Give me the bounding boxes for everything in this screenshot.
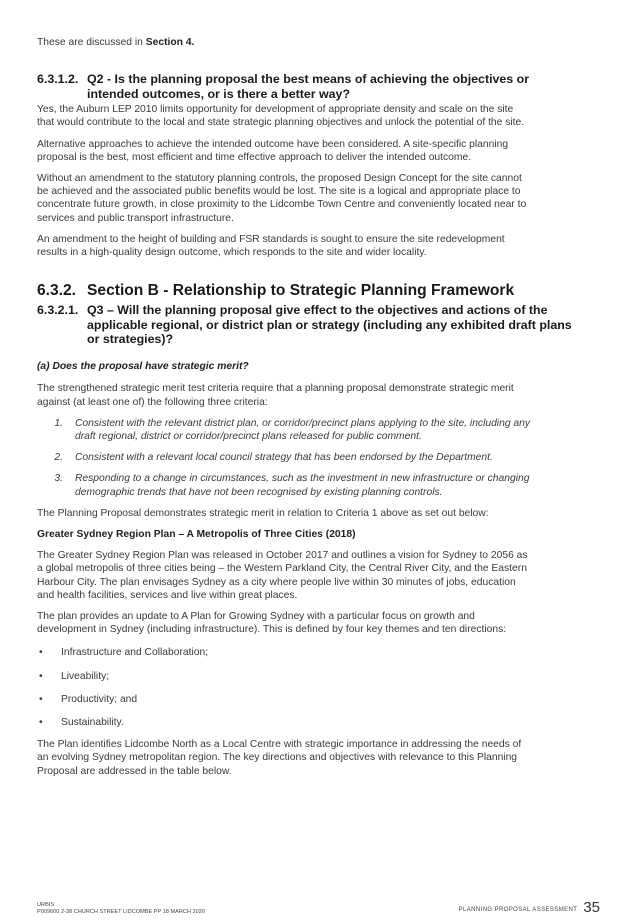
list-item: • Sustainability. — [39, 716, 124, 728]
region-plan-heading: Greater Sydney Region Plan – A Metropolis of Three Cities (2018) — [37, 528, 356, 540]
footer-reference: P009600 2-38 CHURCH STREET LIDCOMBE PP 18 MARCH 2020 — [37, 909, 205, 915]
section-b-heading: 6.3.2. Section B - Relationship to Strategic Planning Framework — [37, 282, 515, 300]
document-page — [37, 36, 600, 778]
list-item: • Productivity; and — [39, 693, 138, 705]
q3-heading: 6.3.2.1. Q3 – Will the planning proposal give effect to the objectives and actions of the applicable regional, or district plan or strategy (including any exhibited draft plans or strategies)? — [37, 303, 572, 346]
strategic-merit-subheading: (a) Does the proposal have strategic merit? — [37, 361, 249, 373]
q2-heading: 6.3.1.2. Q2 - Is the planning proposal the best means of achieving the objectives or intended outcomes, or is there a better way? — [37, 72, 530, 101]
paragraph: An amendment to the height of building and FSR standards is sought to ensure the site redevelopment results in a high-quality design outcome, which responds to the site and wider locality. — [37, 233, 505, 259]
footer-right — [459, 900, 600, 915]
list-item: 3. Responding to a change in circumstances, such as the investment in new infrastructure or changing demographic trends that have not been recognised by existing planning controls. — [54, 473, 530, 498]
list-item: 1. Consistent with the relevant district plan, or corridor/precinct plans applying to the site, including any draft regional, district or corridor/precinct plans released for public comment. — [54, 417, 531, 442]
paragraph: Yes, the Auburn LEP 2010 limits opportunity for development of appropriate density and scale on the site that would contribute to the local and state strategic planning objectives and unlock the potential of the site. — [37, 104, 525, 129]
criteria-list — [37, 417, 600, 499]
list-item: 2. Consistent with a relevant local council strategy that has been endorsed by the Department. — [54, 452, 493, 464]
page-footer — [37, 899, 600, 916]
q2-body — [37, 103, 600, 259]
page-number: 35 — [583, 899, 600, 916]
paragraph: Alternative approaches to achieve the intended outcome have been considered. A site-specific planning proposal is the best, most efficient and time effective approach to deliver the intended outcome. — [37, 138, 509, 163]
footer-label: PLANNING PROPOSAL ASSESSMENT — [458, 907, 578, 913]
paragraph: The Plan identifies Lidcombe North as a Local Centre with strategic importance in addressing the needs of an evolving Sydney metropolitan region. The key directions and objectives with relevance to this Planning Proposal are addressed in the table below. — [37, 739, 522, 777]
paragraph: The Greater Sydney Region Plan was released in October 2017 and outlines a vision for Sydney to 2056 as a global metropolis of three cities being – the Western Parkland City, the Central River City, and the Eastern Harbour City. The plan envisages Sydney as a city where people live within 30 minutes of jobs, education and health facilities, services and live within great places. — [37, 550, 528, 601]
intro-line: These are discussed in Section 4. — [37, 37, 195, 48]
footer-org: URBIS — [37, 902, 55, 908]
paragraph: Without an amendment to the statutory planning controls, the proposed Design Concept for the site cannot be achieved and the associated public benefits would be lost. The site is a logical and appropriate place to concentrate future growth, in close proximity to the Lidcombe Town Centre and conveniently located near to services and public transport infrastructure. — [37, 173, 527, 224]
themes-list — [37, 646, 600, 729]
list-item: • Liveability; — [39, 670, 110, 682]
list-item: • Infrastructure and Collaboration; — [39, 647, 209, 659]
paragraph: The Planning Proposal demonstrates strategic merit in relation to Criteria 1 above as set out below: — [37, 507, 489, 519]
paragraph: The plan provides an update to A Plan for Growing Sydney with a particular focus on growth and development in Sydney (including infrastructure). This is defined by four key themes and ten directions: — [37, 610, 507, 636]
paragraph: The strengthened strategic merit test criteria require that a planning proposal demonstrate strategic merit against (at least one of) the following three criteria: — [37, 383, 514, 408]
